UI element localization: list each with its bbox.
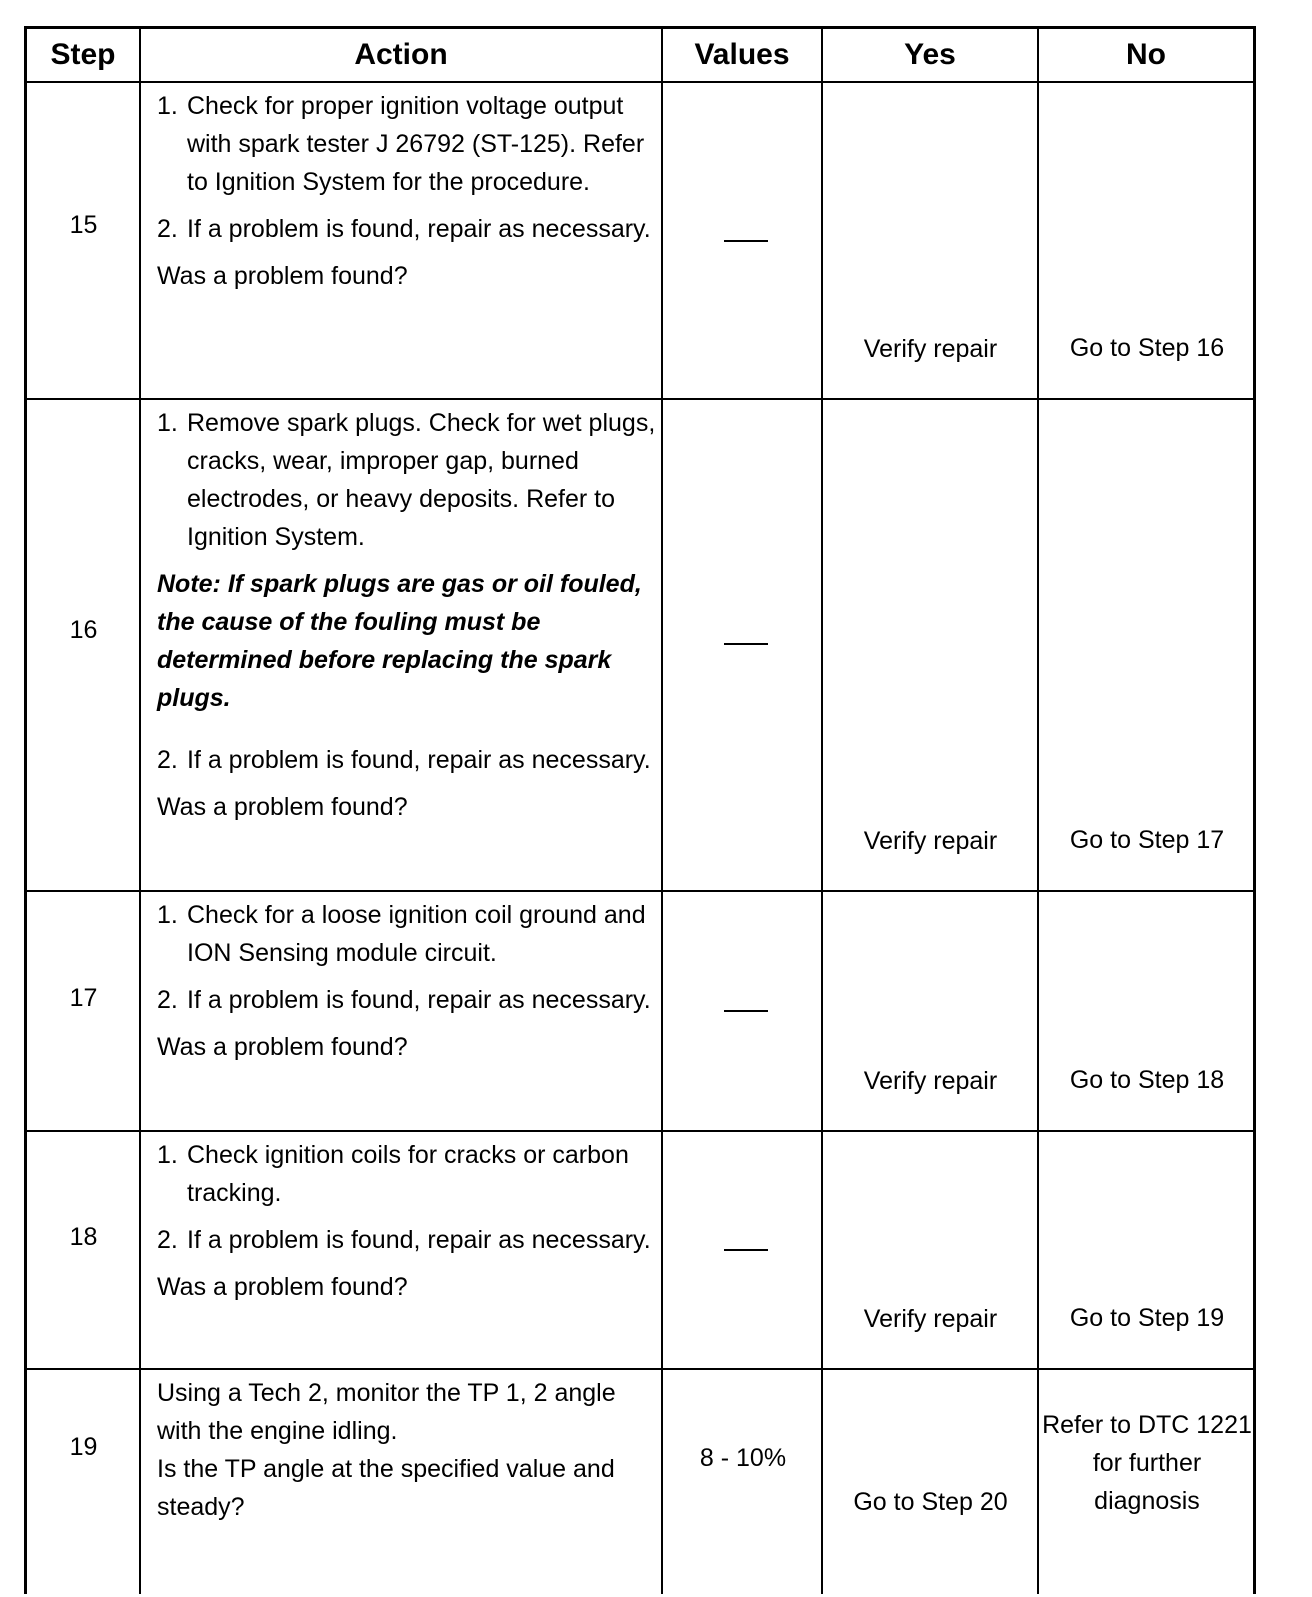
yes-cell: Verify repair xyxy=(863,335,998,363)
header-step: Step xyxy=(50,38,116,71)
action-item xyxy=(157,741,657,779)
value-dash xyxy=(724,1249,768,1251)
no-cell: Go to Step 17 xyxy=(1069,826,1225,854)
step-number: 17 xyxy=(69,984,98,1012)
step-number: 16 xyxy=(69,616,98,644)
item-text: Remove spark plugs. Check for wet plugs, cracks, wear, improper gap, burned electrodes, or heavy deposits. Refer to Ignition System. xyxy=(187,409,656,551)
step-number: 19 xyxy=(69,1433,98,1461)
question-text: Is the TP angle at the specified value and steady? xyxy=(157,1455,615,1521)
table-row xyxy=(27,892,1253,1130)
value-dash xyxy=(724,1010,768,1012)
item-text: If a problem is found, repair as necessary. xyxy=(187,215,651,243)
header-yes: Yes xyxy=(904,38,956,71)
action-cell xyxy=(157,1374,657,1526)
item-text: If a problem is found, repair as necessary. xyxy=(187,746,651,774)
yes-cell: Verify repair xyxy=(863,827,998,855)
item-text: If a problem is found, repair as necessary. xyxy=(187,1226,651,1254)
value-dash xyxy=(724,240,768,242)
no-cell: Refer to DTC 1221 for further diagnosis xyxy=(1042,1411,1252,1515)
question-text: Was a problem found? xyxy=(157,793,408,821)
question-text: Was a problem found? xyxy=(157,1273,408,1301)
question-text: Was a problem found? xyxy=(157,262,408,290)
item-number: 1. xyxy=(157,901,178,929)
item-number: 2. xyxy=(157,986,178,1014)
action-cell xyxy=(157,1136,657,1306)
action-item xyxy=(157,1221,657,1259)
no-cell: Go to Step 16 xyxy=(1069,334,1225,362)
step-number: 18 xyxy=(69,1223,98,1251)
item-number: 2. xyxy=(157,1226,178,1254)
item-text: Check ignition coils for cracks or carbon tracking. xyxy=(187,1141,629,1207)
header-no: No xyxy=(1126,38,1166,71)
header-values: Values xyxy=(694,38,790,71)
table-row xyxy=(27,83,1253,398)
action-item xyxy=(157,981,657,1019)
action-item xyxy=(157,404,657,556)
item-text: Check for a loose ignition coil ground and ION Sensing module circuit. xyxy=(187,901,646,967)
value-dash xyxy=(724,643,768,645)
yes-cell: Go to Step 20 xyxy=(853,1488,1008,1516)
step-number: 15 xyxy=(69,211,98,239)
question-text: Was a problem found? xyxy=(157,1033,408,1061)
item-number: 2. xyxy=(157,215,178,243)
item-number: 2. xyxy=(157,746,178,774)
action-item xyxy=(157,896,657,972)
item-number: 1. xyxy=(157,92,178,120)
item-text: If a problem is found, repair as necessary. xyxy=(187,986,651,1014)
action-item xyxy=(157,1136,657,1212)
action-item xyxy=(157,210,657,248)
action-item xyxy=(157,87,657,201)
value-cell: 8 - 10% xyxy=(699,1444,787,1472)
table-row xyxy=(27,1370,1253,1597)
action-cell xyxy=(157,87,657,295)
diagnostic-table xyxy=(24,26,1256,1594)
action-text: Using a Tech 2, monitor the TP 1, 2 angle with the engine idling. xyxy=(157,1379,616,1445)
table-row xyxy=(27,1132,1253,1368)
item-text: Check for proper ignition voltage output with spark tester J 26792 (ST-125). Refer to Ignition System for the procedure. xyxy=(187,92,645,196)
action-cell xyxy=(157,404,657,826)
item-number: 1. xyxy=(157,409,178,437)
action-cell xyxy=(157,896,657,1066)
item-number: 1. xyxy=(157,1141,178,1169)
note-text: Note: If spark plugs are gas or oil fouled, the cause of the fouling must be determined before replacing the spark plugs. xyxy=(157,570,642,712)
no-cell: Go to Step 19 xyxy=(1069,1304,1225,1332)
no-cell: Go to Step 18 xyxy=(1069,1066,1225,1094)
yes-cell: Verify repair xyxy=(863,1067,998,1095)
header-action: Action xyxy=(354,38,448,71)
table-row xyxy=(27,400,1253,890)
yes-cell: Verify repair xyxy=(863,1305,998,1333)
